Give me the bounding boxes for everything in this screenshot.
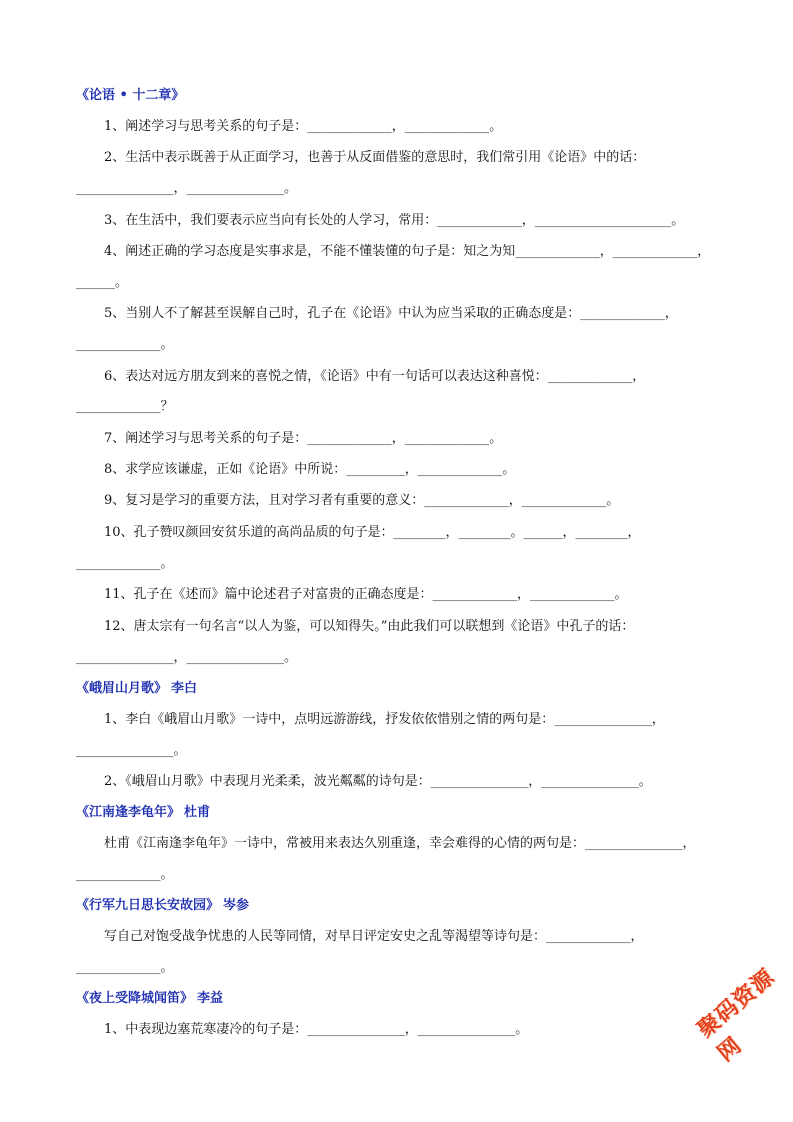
question-continuation: _____________。 <box>76 867 174 882</box>
question-continuation: _____________。 <box>76 337 174 352</box>
section-heading-yeshang <box>76 990 223 1008</box>
section-title: 《行军九日思长安故园》 <box>76 898 220 913</box>
question-continuation: ______。 <box>76 275 129 290</box>
question-line: 1、中表现边塞荒寒凄冷的句子是：_______________，_______________。 <box>104 1022 529 1037</box>
question-continuation: _____________。 <box>76 556 174 571</box>
question-line: 2、生活中表示既善于从正面学习，也善于从反面借鉴的意思时，我们常引用《论语》中的话： <box>104 150 646 165</box>
question-line: 8、求学应该谦虚，正如《论语》中所说：_________，_____________。 <box>104 462 516 477</box>
question-continuation: _______________，_______________。 <box>76 181 298 196</box>
section-heading-lunyu <box>76 87 184 105</box>
question-line: 4、阐述正确的学习态度是实事求是，不能不懂装懂的句子是：知之为知_____________，_____________， <box>104 244 711 259</box>
section-heading-emei <box>76 680 197 698</box>
question-line: 7、阐述学习与思考关系的句子是：_____________，_____________。 <box>104 431 503 446</box>
question-line: 9、复习是学习的重要方法，且对学习者有重要的意义：_____________，_____________。 <box>104 493 620 508</box>
section-author: 李白 <box>171 681 198 696</box>
question-continuation: _____________。 <box>76 960 174 975</box>
section-author: 李益 <box>197 991 224 1006</box>
question-line: 1、李白《峨眉山月歌》一诗中，点明远游游线，抒发依依惜别之情的两句是：_______________， <box>104 712 665 727</box>
question-continuation: _______________。 <box>76 743 187 758</box>
question-line: 3、在生活中，我们要表示应当向有长处的人学习，常用：_____________，_____________________。 <box>104 213 685 228</box>
question-line: 11、孔子在《述而》篇中论述君子对富贵的正确态度是：_____________，_____________。 <box>104 587 628 602</box>
question-continuation: _______________，_______________。 <box>76 650 298 665</box>
section-author: 岑参 <box>223 898 250 913</box>
question-line: 5、当别人不了解甚至误解自己时，孔子在《论语》中认为应当采取的正确态度是：_____________， <box>104 306 678 321</box>
question-continuation: _____________？ <box>76 399 174 414</box>
question-line: 1、阐述学习与思考关系的句子是：_____________，_____________。 <box>104 119 503 134</box>
question-line: 6、表达对远方朋友到来的喜悦之情，《论语》中有一句话可以表达这种喜悦：_____________， <box>104 369 646 384</box>
section-author: 杜甫 <box>184 805 211 820</box>
section-title: 《夜上受降城闻笛》 <box>76 991 194 1006</box>
question-line: 2、《峨眉山月歌》中表现月光柔柔，波光粼粼的诗句是：_______________，_______________。 <box>104 774 652 789</box>
section-title: 《论语 • 十二章》 <box>76 88 185 103</box>
question-line: 12、唐太宗有一句名言“以人为鉴，可以知得失。”由此我们可以联想到《论语》中孔子的话： <box>104 619 635 634</box>
watermark-logo: 聚码资源网 <box>693 964 780 1067</box>
section-heading-jiangnan <box>76 804 210 822</box>
question-line: 杜甫《江南逢李龟年》一诗中，常被用来表达久别重逢，幸会难得的心情的两句是：_______________， <box>104 836 696 851</box>
question-line: 10、孔子赞叹颜回安贫乐道的高尚品质的句子是：________，________。______，________， <box>104 525 641 540</box>
section-heading-xingjun <box>76 897 249 915</box>
section-title: 《江南逢李龟年》 <box>76 805 181 820</box>
question-line: 写自己对饱受战争忧患的人民等同情，对早日评定安史之乱等渴望等诗句是：_____________， <box>104 929 644 944</box>
section-title: 《峨眉山月歌》 <box>76 681 168 696</box>
